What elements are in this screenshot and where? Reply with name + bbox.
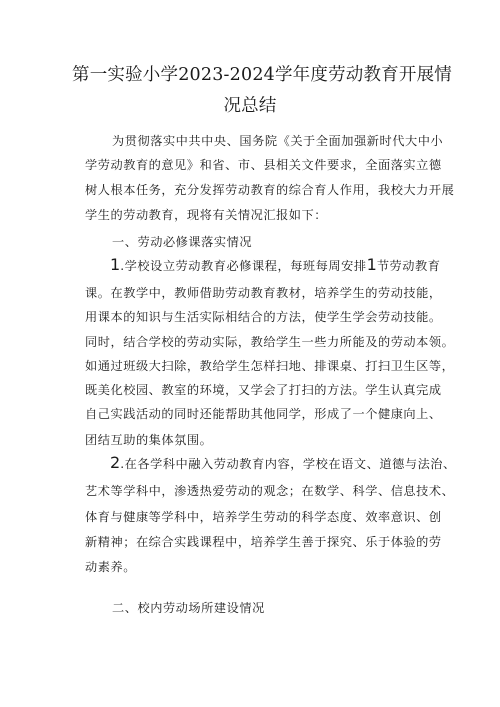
item-1-text: .学校设立劳动教育必修课程，每班每周安排 [120,259,367,273]
item-2-line: 动素养。 [85,560,136,574]
item-1-line: 自己实践活动的同时还能帮助其他同学，形成了一个健康向上、 [85,407,442,421]
item-2-first-line [110,453,456,472]
section-heading-2: 二、校内劳动场所建设情况 [112,601,265,615]
item-1-text-end: 节劳动教育 [376,259,441,273]
item-1-line: 既美化校园、教室的环境，又学会了打扫的方法。学生认真完成 [85,383,442,397]
document-title-line-2: 况总结 [223,96,277,116]
intro-line: 学生的劳动教育，现将有关情况汇报如下： [85,208,328,222]
intro-line: 树人根本任务，充分发挥劳动教育的综合育人作用，我校大力开展 [85,183,455,197]
intro-line: 为贯彻落实中共中央、国务院《关于全面加强新时代大中小 [112,134,444,148]
item-2-line: 新精神；在综合实践课程中，培养学生善于探究、乐于体验的劳 [85,535,442,549]
item-2-number: 2 [110,453,121,472]
item-2-line: 艺术等学科中，渗透热爱劳动的观念；在数学、科学、信息技术、 [85,484,455,498]
item-1-line: 团结互助的集体氛围。 [85,433,213,447]
document-title-line-1: 第一实验小学2023-2024学年度劳动教育开展情 [72,65,452,85]
item-1-line: 用课本的知识与生活实际相结合的方法，使学生学会劳动技能。 [85,310,442,324]
item-2-text: .在各学科中融入劳动教育内容，学校在语文、道德与法治、 [120,457,456,471]
item-2-line: 体育与健康等学科中，培养学生劳动的科学态度、效率意识、创 [85,510,442,524]
item-1-line: 课。在教学中，教师借助劳动教育教材，培养学生的劳动技能， [85,286,442,300]
item-1-line: 同时，结合学校的劳动实际，教给学生一些力所能及的劳动本领。 [85,335,455,349]
section-heading-1: 一、劳动必修课落实情况 [112,235,253,249]
item-1-count: 1 [366,255,377,274]
item-1-number: 1 [110,255,121,274]
intro-line: 学劳动教育的意见》和省、市、县相关文件要求，全面落实立德 [85,158,442,172]
item-1-first-line [110,255,441,274]
item-1-line: 如通过班级大扫除，教给学生怎样扫地、排课桌、打扫卫生区等， [85,359,455,373]
